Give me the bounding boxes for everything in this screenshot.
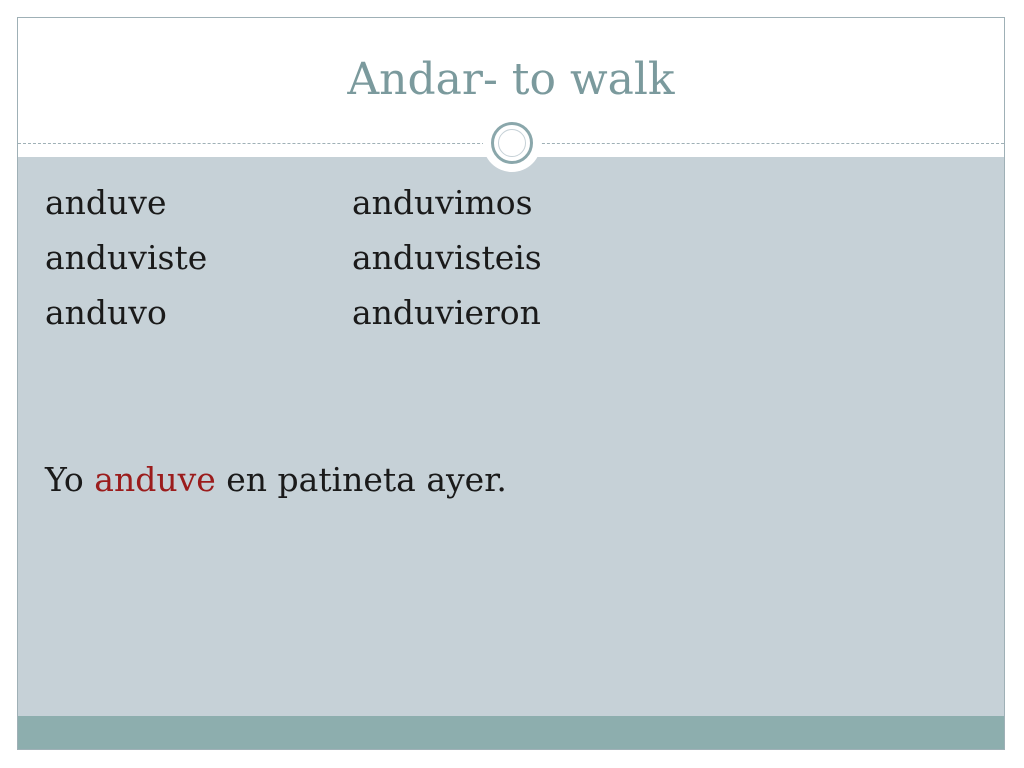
example-sentence-end: en patineta ayer. xyxy=(215,460,507,499)
example-sentence xyxy=(45,460,507,500)
conjugation-el: anduvo xyxy=(45,293,167,332)
conjugation-yo: anduve xyxy=(45,183,167,222)
conjugation-ellos: anduvieron xyxy=(352,293,541,332)
ornament-inner-ring xyxy=(498,129,526,157)
footer-bar xyxy=(18,716,1004,750)
circle-ring-icon xyxy=(483,114,541,172)
example-highlighted-verb: anduve xyxy=(94,460,216,499)
example-sentence-start: Yo xyxy=(45,460,95,499)
conjugation-vosotros: anduvisteis xyxy=(352,238,542,277)
conjugation-nosotros: anduvimos xyxy=(352,183,533,222)
slide-title: Andar- to walk xyxy=(347,54,675,105)
slide xyxy=(17,17,1005,750)
ornament-ring xyxy=(491,122,533,164)
content-area xyxy=(18,157,1004,716)
conjugation-tu: anduviste xyxy=(45,238,208,277)
